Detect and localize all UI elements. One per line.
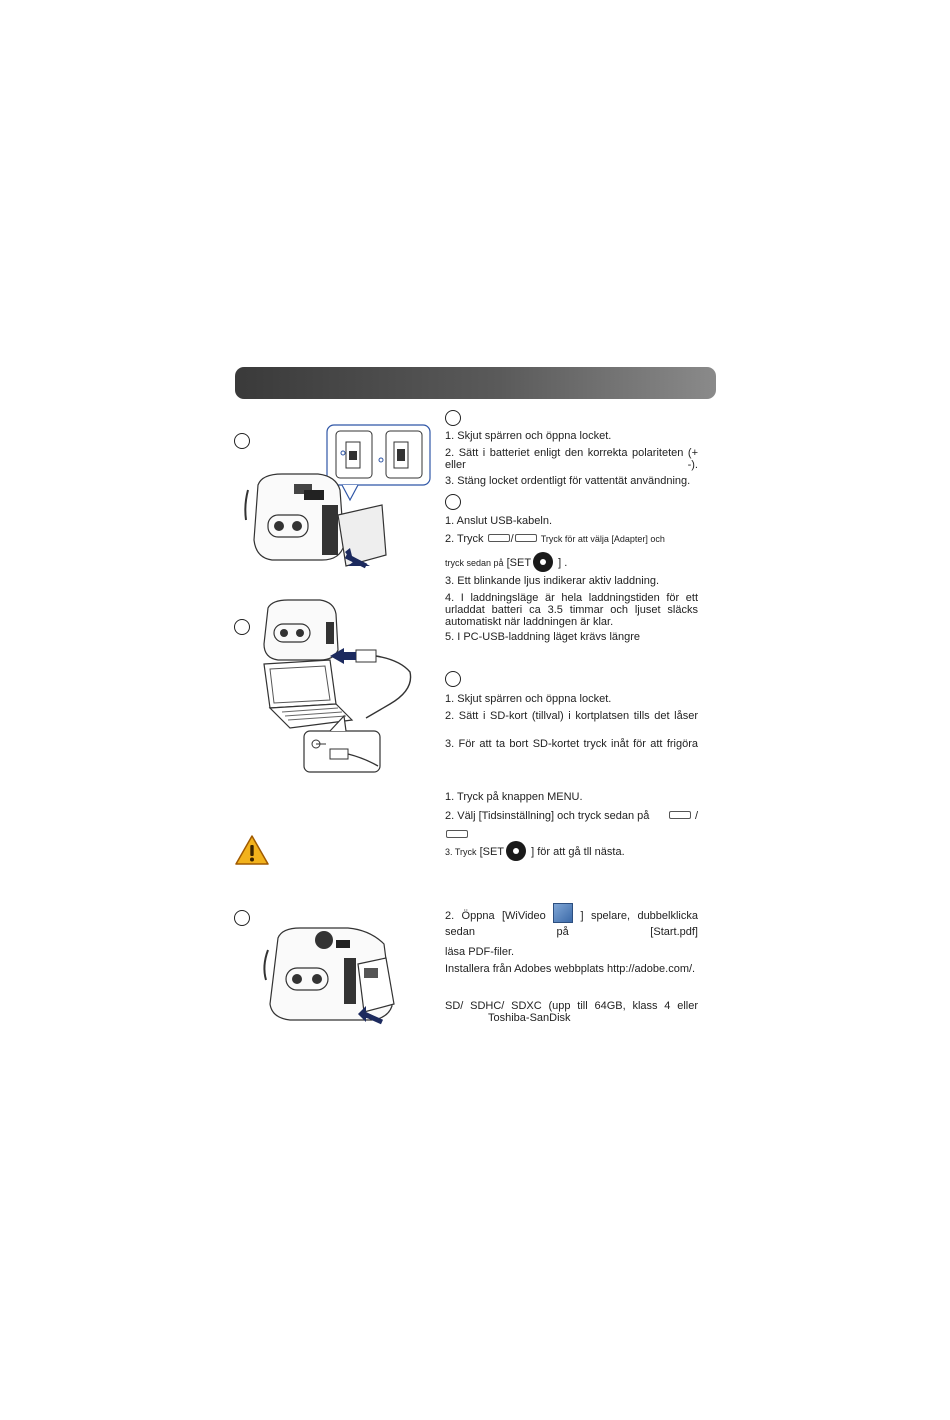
set-label: [SET xyxy=(506,556,532,569)
sdcard-step-3: 3. För att ta bort SD-kortet tryck inåt för att frigöra xyxy=(445,738,698,750)
warning-icon xyxy=(234,834,270,866)
pdf-line-1-suffix: ] spelare, dubbelklicka sedan på [Start.pdf] xyxy=(445,909,698,938)
sdcard-step-2: 2. Sätt i SD-kort (tillval) i kortplatsen tills det låser xyxy=(445,710,698,722)
section-header-bar xyxy=(235,367,716,399)
charging-step-2-line2-prefix: tryck sedan på xyxy=(445,557,504,568)
time-step-1: 1. Tryck på knappen MENU. xyxy=(445,791,583,803)
time-step-2 xyxy=(445,810,698,822)
time-step-3-suffix: ] för att gå tll nästa. xyxy=(531,845,625,858)
time-step-3 xyxy=(445,842,705,862)
time-step-3-prefix: 3. Tryck xyxy=(445,846,477,857)
charging-step-2-prefix: 2. Tryck xyxy=(445,533,484,545)
sd-spec-line-2: Toshiba-SanDisk xyxy=(488,1012,571,1024)
charging-step-3-suffix: indikerar aktiv laddning. xyxy=(543,575,660,587)
charging-step-3 xyxy=(445,575,705,587)
arrow-button-icon xyxy=(488,534,510,542)
set-button-icon xyxy=(533,552,553,572)
pdf-line-3: Installera från Adobes webbplats http://adobe.com/. xyxy=(445,963,696,975)
pdf-line-2: läsa PDF-filer. xyxy=(445,946,515,958)
charging-step-3-prefix: 3. Ett blinkande ljus xyxy=(445,575,541,587)
section-marker-sdcard xyxy=(445,671,461,687)
set-button-icon xyxy=(506,841,526,861)
sdcard-step-1: 1. Skjut spärren och öppna locket. xyxy=(445,693,612,705)
charging-step-2-line-2 xyxy=(445,553,705,573)
arrow-button-icon xyxy=(669,811,691,819)
charging-step-2-line2-suffix: ] . xyxy=(558,556,568,569)
step-circle-sdcard xyxy=(234,910,250,926)
battery-step-2: 2. Sätt i batteriet enligt den korrekta polariteten (+ eller -). xyxy=(445,447,698,471)
pdf-line-1 xyxy=(445,906,698,938)
set-label: [SET xyxy=(479,845,505,858)
usb-icon xyxy=(312,740,326,748)
step-circle-usb xyxy=(234,619,250,635)
pdf-line-1-prefix: 2. Öppna [WiVideo xyxy=(445,909,546,922)
wivideo-icon xyxy=(553,903,573,923)
charging-step-2-slash: / xyxy=(510,533,514,545)
section-marker-charging xyxy=(445,494,461,510)
charging-step-2-suffix: Tryck för att välja [Adapter] och xyxy=(540,534,665,544)
charging-step-2 xyxy=(445,533,705,545)
sd-spec-line-1: SD/ SDHC/ SDXC (upp till 64GB, klass 4 eller xyxy=(445,1000,698,1012)
arrow-button-icon xyxy=(446,830,468,838)
arrow-button-icon xyxy=(515,534,537,542)
step-circle-battery xyxy=(234,433,250,449)
time-step-2-slash: / xyxy=(694,810,698,822)
time-step-2-prefix: 2. Välj [Tidsinställning] och tryck sedan på xyxy=(445,810,650,822)
battery-step-3: 3. Stäng locket ordentligt för vattentät användning. xyxy=(445,475,691,487)
charging-step-5: 5. I PC-USB-laddning läget krävs längre xyxy=(445,631,641,643)
battery-step-1: 1. Skjut spärren och öppna locket. xyxy=(445,430,612,442)
charging-step-1: 1. Anslut USB-kabeln. xyxy=(445,515,553,527)
section-marker-battery xyxy=(445,410,461,426)
charging-step-4: 4. I laddningsläge är hela laddningstiden för ett urladdat batteri ca 3.5 timmar och ljuset släcks automatiskt när laddningen är klar. xyxy=(445,592,698,628)
